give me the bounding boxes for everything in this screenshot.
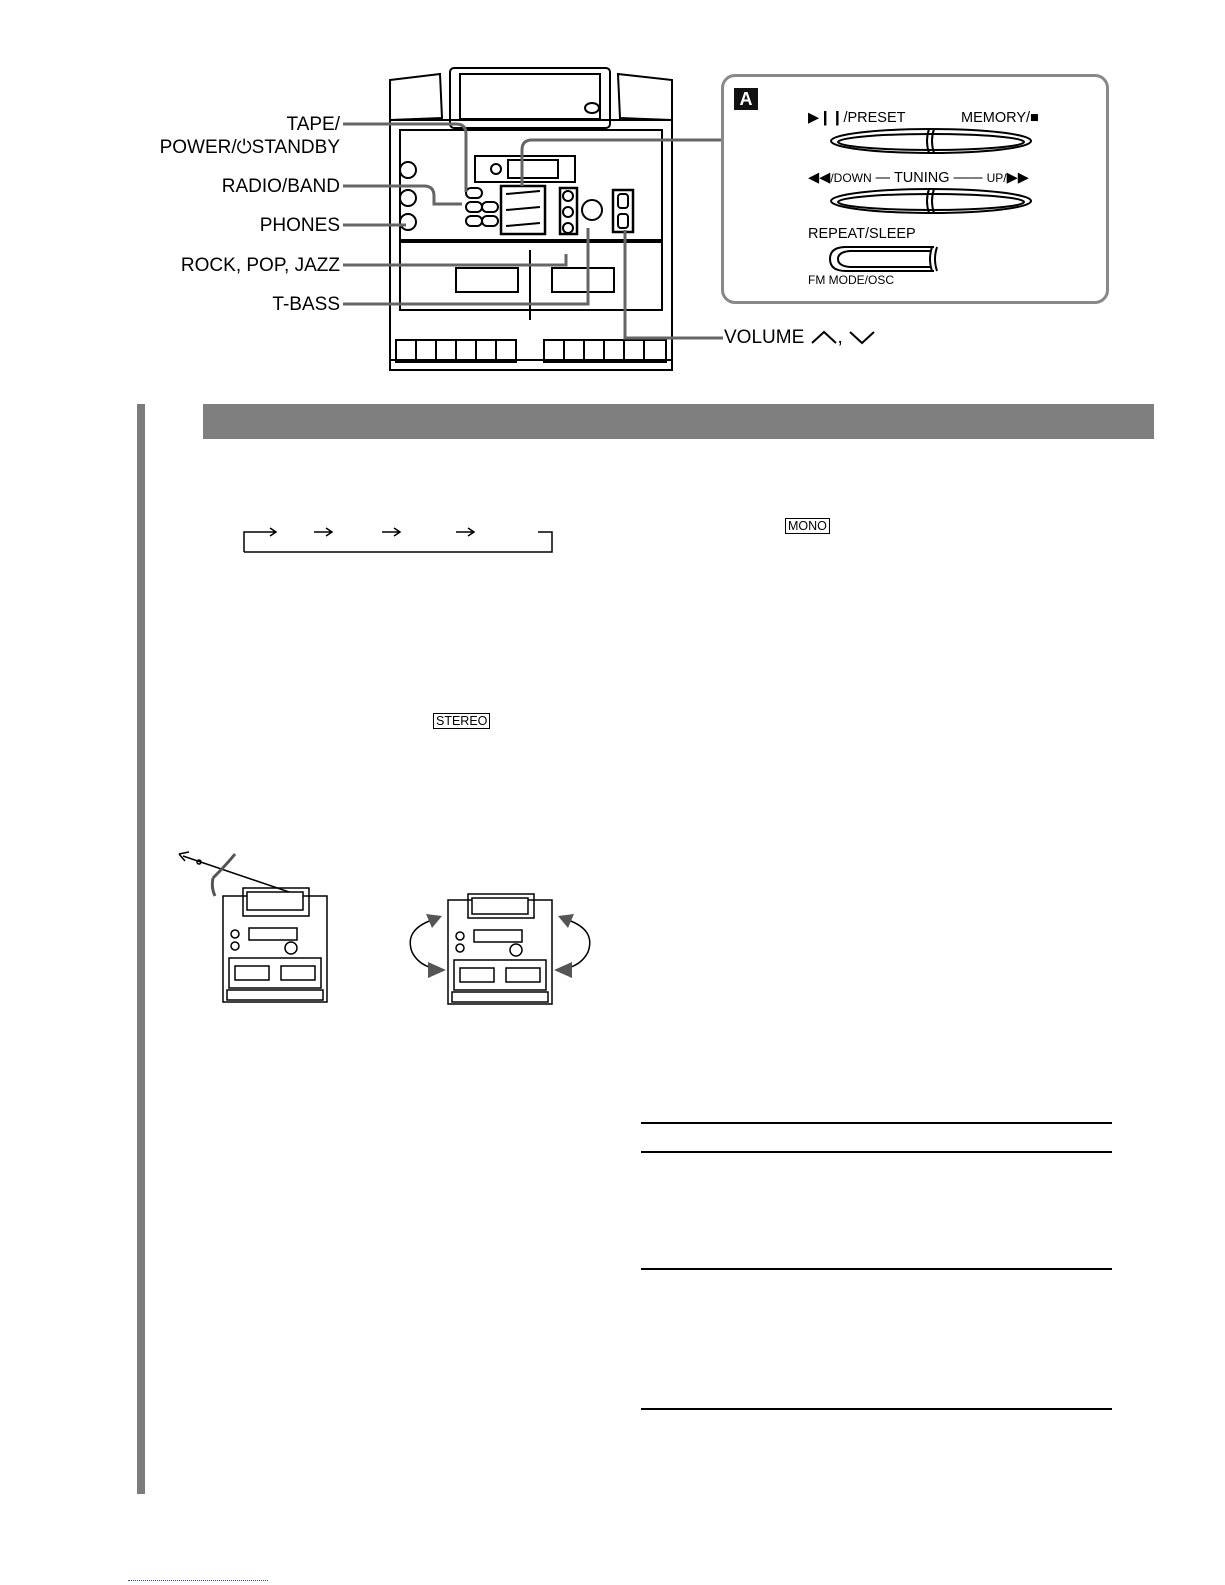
callout-eq: ROCK, POP, JAZZ xyxy=(180,255,340,276)
skip-forward-icon: ▶▶ xyxy=(1006,170,1029,186)
table-rule-header xyxy=(641,1151,1112,1153)
tuning-labels: ◀◀/DOWN — TUNING —— UP/▶▶ xyxy=(808,170,1029,186)
inset-a-badge: A xyxy=(734,88,758,110)
preset-memory-button[interactable] xyxy=(826,124,1036,158)
stop-icon: ■ xyxy=(1030,110,1039,126)
section-header-bar xyxy=(203,404,1154,439)
skip-back-icon: ◀◀ xyxy=(808,170,831,186)
table-rule-middle xyxy=(641,1268,1112,1270)
antenna-adjust-illustration xyxy=(175,848,345,1008)
table-rule-bottom xyxy=(641,1408,1112,1410)
footer-dotted-line xyxy=(128,1580,268,1583)
rotate-unit-illustration xyxy=(398,890,604,1008)
repeat-sleep-label: REPEAT/SLEEP xyxy=(808,226,916,242)
memory-stop-label: MEMORY/■ xyxy=(961,110,1039,126)
play-pause-preset-label: ▶❙❙/PRESET xyxy=(808,110,906,126)
volume-down-icon xyxy=(848,329,876,345)
tuning-label: TUNING xyxy=(893,170,950,186)
volume-up-icon xyxy=(810,329,838,345)
callout-radio-band: RADIO/BAND xyxy=(221,176,340,197)
section-sidebar-bar xyxy=(137,404,145,1494)
callout-tape: TAPE/ xyxy=(286,114,340,135)
band-cycle-diagram xyxy=(240,524,560,556)
fm-mode-osc-label: FM MODE/OSC xyxy=(808,273,894,287)
repeat-sleep-button[interactable] xyxy=(826,242,946,276)
callout-phones: PHONES xyxy=(259,215,340,236)
callout-volume: VOLUME , xyxy=(724,328,876,348)
callout-tbass: T-BASS xyxy=(272,294,340,315)
tuning-button[interactable] xyxy=(826,184,1036,218)
volume-label: VOLUME xyxy=(724,327,805,348)
table-rule-top xyxy=(641,1122,1112,1124)
mono-indicator: MONO xyxy=(785,518,830,534)
callout-power-standby: POWER/⏻STANDBY xyxy=(159,137,340,158)
play-pause-icon: ▶❙❙ xyxy=(808,110,844,126)
stereo-indicator: STEREO xyxy=(433,713,490,729)
